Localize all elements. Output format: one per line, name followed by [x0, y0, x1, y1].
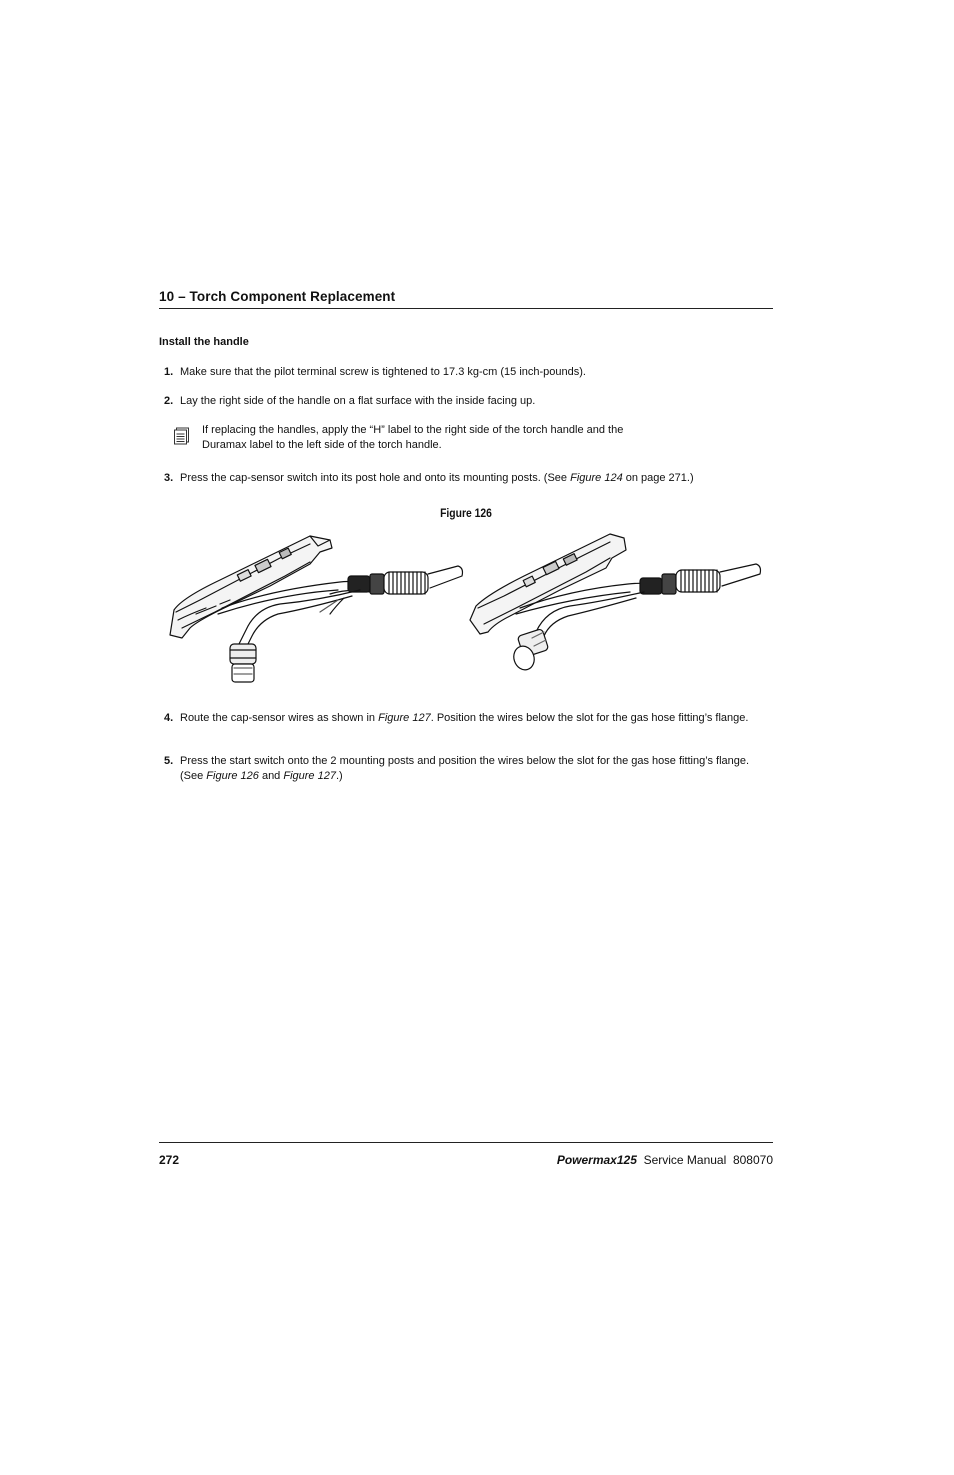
- step-text-part: Route the cap-sensor wires as shown in: [180, 712, 379, 724]
- product-brand: Powermax125: [556, 1153, 637, 1167]
- step-number: 1.: [164, 366, 174, 378]
- figure-label: Figure 126: [440, 508, 492, 520]
- figure-reference-link[interactable]: Figure 127: [378, 712, 431, 724]
- figure-reference-link[interactable]: Figure 124: [570, 472, 623, 484]
- note-icon: [172, 427, 190, 445]
- step-text-part: Press the start switch onto the 2 mounting posts and position the wires below the slot for the gas hose fitting’s flange. (See: [180, 755, 750, 782]
- step-number: 4.: [164, 712, 174, 724]
- step-text: [180, 754, 760, 783]
- figure-reference-link[interactable]: Figure 127: [283, 769, 336, 782]
- step-number: 3.: [164, 472, 174, 484]
- section-heading: Install the handle: [159, 336, 249, 348]
- step-text: Lay the right side of the handle on a flat surface with the inside facing up.: [180, 395, 536, 407]
- hose-corrugation: [676, 570, 720, 592]
- doc-number: 808070: [732, 1153, 773, 1167]
- step-text-part: Press the cap-sensor switch into its post hole and onto its mounting posts. (See: [180, 472, 571, 484]
- note-text: [202, 423, 672, 452]
- torch-left: [170, 536, 463, 682]
- step-text-part: on page 271.): [622, 472, 694, 484]
- doc-title: Service Manual: [643, 1153, 727, 1167]
- torch-right: [470, 534, 761, 673]
- step-text: Make sure that the pilot terminal screw is tightened to 17.3 kg-cm (15 inch-pounds).: [180, 366, 586, 378]
- step-text-part: . Position the wires below the slot for the gas hose fitting’s flange.: [430, 712, 749, 724]
- step-text: [180, 471, 760, 486]
- step-text: [180, 711, 760, 726]
- note-line: Duramax label to the left side of the torch handle.: [202, 438, 442, 451]
- chapter-title: 10 – Torch Component Replacement: [159, 289, 396, 304]
- step-text-part: .): [335, 769, 343, 782]
- footer-doc-info: [557, 1153, 773, 1167]
- step-text-part: and: [258, 769, 284, 782]
- figure-reference-link[interactable]: Figure 126: [206, 769, 259, 782]
- step-number: 2.: [164, 395, 174, 407]
- page-number: 272: [159, 1153, 180, 1167]
- torch-handle-illustration: [160, 528, 770, 693]
- hose-corrugation: [384, 572, 428, 594]
- footer-rule: [159, 1142, 773, 1143]
- step-number: 5.: [164, 755, 174, 767]
- header-rule: [159, 308, 773, 309]
- note-line: If replacing the handles, apply the “H” label to the right side of the torch handle and the: [202, 424, 624, 436]
